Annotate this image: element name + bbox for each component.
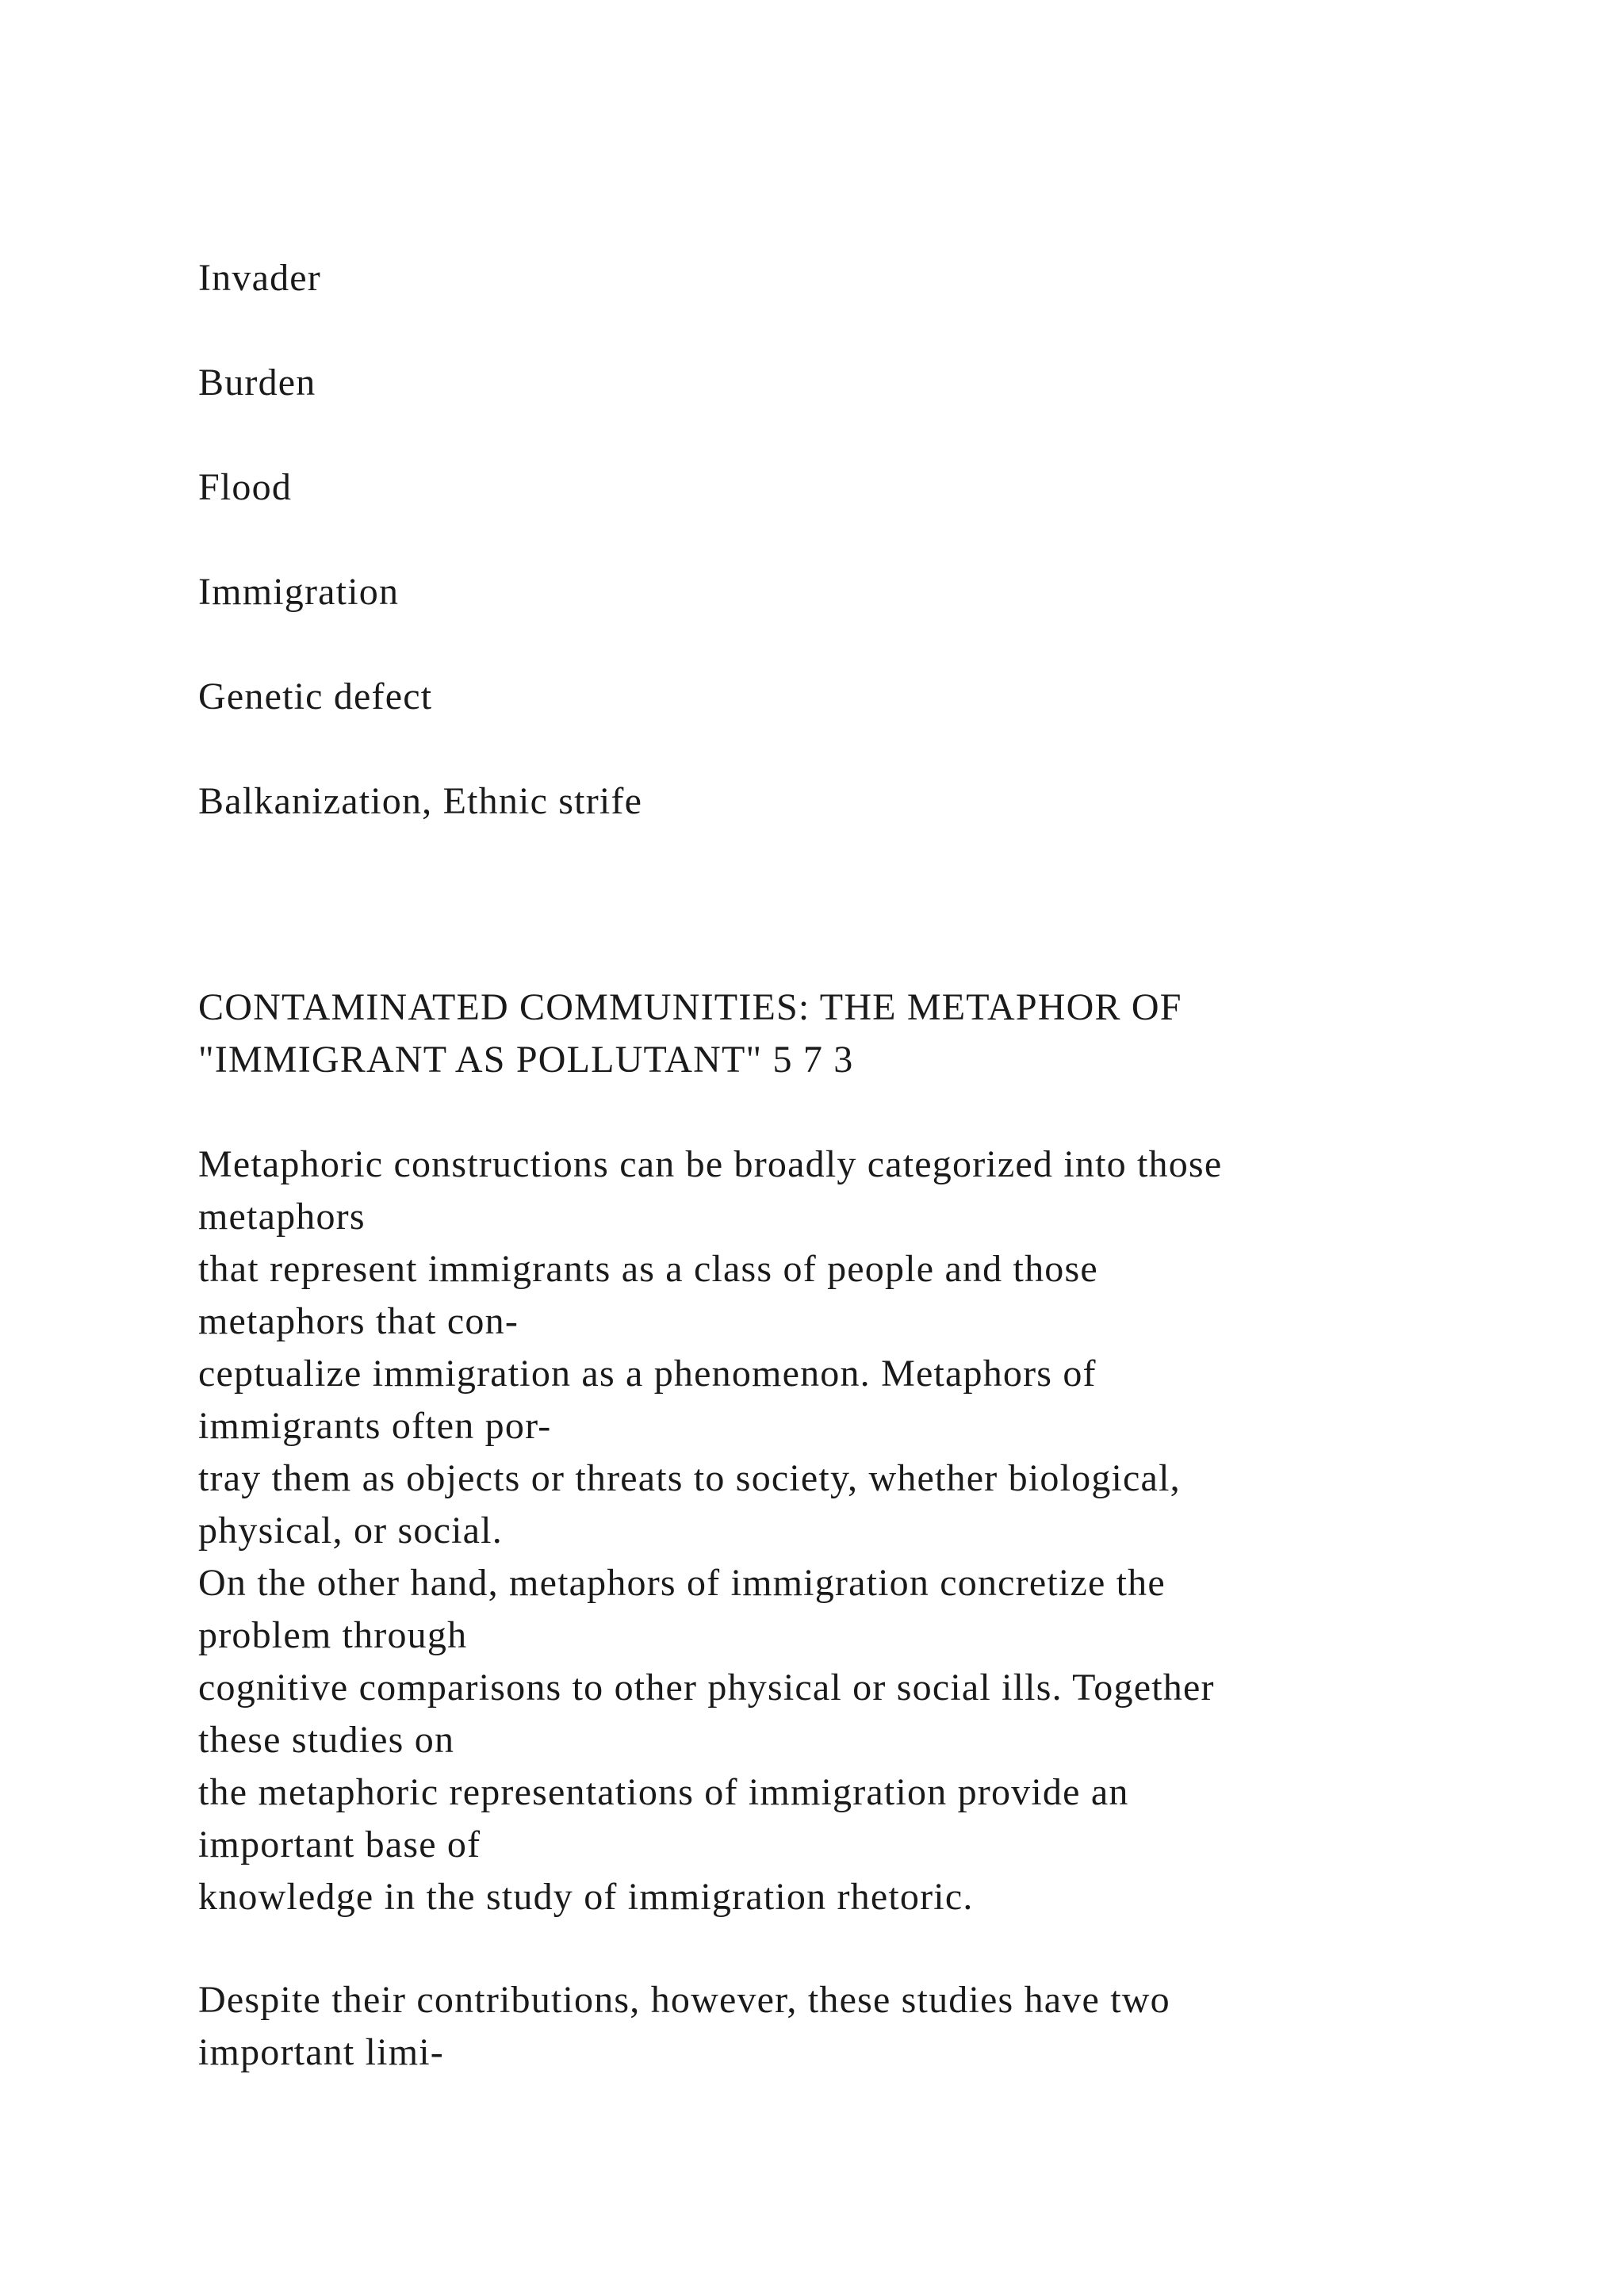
term-flood: Flood [198, 466, 293, 508]
paragraph-1 [198, 1138, 1467, 1923]
paragraph-2 [198, 1974, 1467, 2079]
paragraph-line: Metaphoric constructions can be broadly categorized into those [198, 1143, 1223, 1185]
term-immigration: Immigration [198, 571, 400, 613]
paragraph-line: physical, or social. [198, 1510, 503, 1552]
heading-line: CONTAMINATED COMMUNITIES: THE METAPHOR OF [198, 986, 1182, 1028]
term-balkanization: Balkanization, Ethnic strife [198, 780, 643, 822]
paragraph-line: Despite their contributions, however, these studies have two [198, 1979, 1170, 2021]
paragraph-line: these studies on [198, 1719, 455, 1761]
paragraph-line: important limi- [198, 2031, 444, 2073]
heading-line: "IMMIGRANT AS POLLUTANT" 5 7 3 [198, 1039, 854, 1081]
paragraph-line: tray them as objects or threats to society, whether biological, [198, 1457, 1181, 1499]
paragraph-line: the metaphoric representations of immigration provide an [198, 1771, 1129, 1813]
section-heading [198, 982, 1467, 1086]
paragraph-line: knowledge in the study of immigration rhetoric. [198, 1876, 974, 1918]
term-invader: Invader [198, 257, 321, 299]
paragraph-line: that represent immigrants as a class of people and those [198, 1248, 1098, 1290]
paragraph-line: On the other hand, metaphors of immigration concretize the [198, 1562, 1166, 1604]
paragraph-line: important base of [198, 1823, 481, 1866]
paragraph-line: problem through [198, 1614, 468, 1656]
paragraph-line: ceptualize immigration as a phenomenon. Metaphors of [198, 1353, 1097, 1395]
term-burden: Burden [198, 362, 316, 404]
term-genetic-defect: Genetic defect [198, 675, 433, 718]
paragraph-line: metaphors that con- [198, 1300, 519, 1342]
paragraph-line: metaphors [198, 1196, 366, 1238]
paragraph-line: immigrants often por- [198, 1405, 552, 1447]
paragraph-line: cognitive comparisons to other physical or social ills. Together [198, 1667, 1215, 1709]
term-list [198, 252, 1467, 822]
